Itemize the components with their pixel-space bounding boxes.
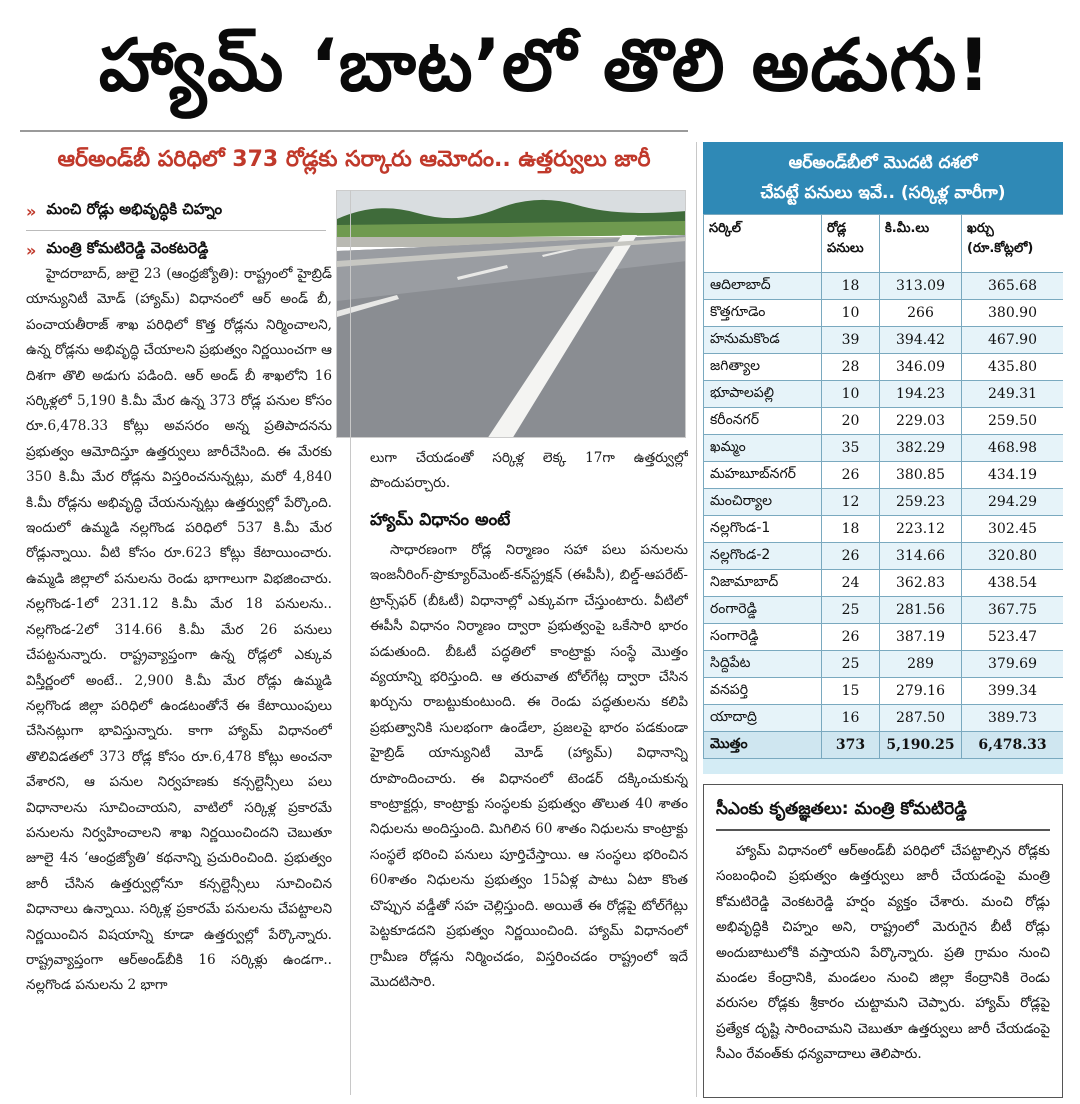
value-cell: 259.50 [962, 408, 1064, 435]
article-paragraph: సాధారణంగా రోడ్ల నిర్మాణం సహా పలు పనులను ఇంజనీరింగ్-ప్రొక్యూర్‌మెంట్-కన్‌స్ట్రక్షన్ (ఈపీసీ), బిల్డ్-ఆపరేట్-ట్రాన్స్‌ఫర్ (బీఓటీ) విధానాల్లో ఎక్కువగా చేస్తుంటారు. వీటిలో ఈపీసీ విధానం నిర్మాణం ద్వారా ప్రభుత్వంపై ఒకేసారి భారం పడుతుంది. బీఓటీ పద్ధతిలో కాంట్రాక్టు సంస్థే మొత్తం వ్యయాన్ని భరిస్తుంది. ఆ తరువాత టోల్‌గేట్ల ద్వారా చేసిన ఖర్చును రాబట్టుకుంటుంది. ఈ రెండు పద్ధతులను కలిపి ప్రభుత్వానికి సులభంగా ఉండేలా, ప్రజలపై భారం పడకుండా హైబ్రిడ్ యాన్యునిటీ మోడ్ (హ్యామ్) విధానాన్ని రూపొందించారు. ఈ విధానంలో టెండర్ దక్కించుకున్న కాంట్రాక్టర్లు, కాంట్రాక్టు సంస్థలకు ప్రభుత్వం తొలుత 40 శాతం నిధులను అందిస్తుంది. మిగిలిన 60 శాతం నిధులను కాంట్రాక్టు సంస్థలే భరించి పనులు పూర్తిచేస్తాయి. ఆ సంస్థలు భరించిన 60శాతం నిధులను ప్రభుత్వం 15ఏళ్ల పాటు ఏటా కొంత చొప్పున వడ్డీతో సహ చెల్లిస్తుంది. అయితే ఈ రోడ్లపై టోల్‌గేట్లు పెట్టకూడదని ప్రభుత్వం నిర్ణయించింది. హ్యామ్ విధానంలో గ్రామీణ రోడ్లను నిర్మించడం, విస్తరించడం రాష్ట్రంలో ఇదే మొదటిసారి. [370, 542, 688, 990]
value-cell: 314.66 [880, 543, 962, 570]
quote-box-body [716, 839, 1050, 1089]
value-cell: 18 [822, 273, 880, 300]
circle-name-cell: భూపాలపల్లి [704, 381, 822, 408]
bullet-text: మంత్రి కోమటిరెడ్డి వెంకటరెడ్డి [46, 239, 209, 257]
value-cell: 249.31 [962, 381, 1064, 408]
value-cell: 387.19 [880, 624, 962, 651]
column-header: కి.మీ.లు [880, 215, 962, 273]
value-cell: 399.34 [962, 678, 1064, 705]
circle-name-cell: నిజామాబాద్ [704, 570, 822, 597]
value-cell: 28 [822, 354, 880, 381]
table-row [704, 597, 1064, 624]
value-cell: 25 [822, 597, 880, 624]
circle-table [703, 214, 1063, 759]
quote-box-title: సీఎంకు కృతజ్ఞతలు: మంత్రి కోమటిరెడ్డి [716, 795, 1050, 831]
headline-rule [20, 130, 688, 132]
table-row [704, 705, 1064, 732]
headline: హ్యామ్ ‘బాట’లో తొలి అడుగు! [98, 23, 992, 107]
value-cell: 10 [822, 300, 880, 327]
value-cell: 468.98 [962, 435, 1064, 462]
table-row [704, 678, 1064, 705]
total-value-cell: 5,190.25 [880, 732, 962, 759]
table-title-line: ఆర్‌అండ్‌బీలో మొదటి దశలో [788, 153, 978, 173]
value-cell: 26 [822, 543, 880, 570]
circle-name-cell: సిద్దిపేట [704, 651, 822, 678]
value-cell: 12 [822, 489, 880, 516]
bullet-item [26, 235, 326, 265]
value-cell: 266 [880, 300, 962, 327]
circle-name-cell: జగిత్యాల [704, 354, 822, 381]
value-cell: 289 [880, 651, 962, 678]
double-chevron-icon: » [26, 240, 37, 260]
double-chevron-icon: » [26, 201, 37, 221]
table-row [704, 381, 1064, 408]
column-header: సర్కిల్ [704, 215, 822, 273]
value-cell: 281.56 [880, 597, 962, 624]
value-cell: 294.29 [962, 489, 1064, 516]
road-illustration [337, 191, 686, 438]
value-cell: 35 [822, 435, 880, 462]
table-row [704, 354, 1064, 381]
table-row [704, 624, 1064, 651]
table-row [704, 435, 1064, 462]
article-continuation [370, 446, 688, 502]
circle-name-cell: నల్లగొండ-1 [704, 516, 822, 543]
total-value-cell: 373 [822, 732, 880, 759]
circle-name-cell: నల్లగొండ-2 [704, 543, 822, 570]
table-row [704, 489, 1064, 516]
value-cell: 367.75 [962, 597, 1064, 624]
table-row [704, 408, 1064, 435]
circle-name-cell: ఖమ్మం [704, 435, 822, 462]
table-total-row [704, 732, 1064, 759]
table-row [704, 570, 1064, 597]
value-cell: 26 [822, 624, 880, 651]
circle-table-box [703, 142, 1063, 774]
value-cell: 389.73 [962, 705, 1064, 732]
value-cell: 18 [822, 516, 880, 543]
table-row [704, 543, 1064, 570]
value-cell: 365.68 [962, 273, 1064, 300]
article-body-middle [370, 538, 688, 1098]
circle-name-cell: హనుమకొండ [704, 327, 822, 354]
quote-paragraph: హ్యామ్ విధానంలో ఆర్‌అండ్‌బీ పరిధిలో చేపట్టాల్సిన రోడ్లకు సంబంధించి ప్రభుత్వం ఉత్తర్వులు జారీ చేయడంపై మంత్రి కోమటిరెడ్డి వెంకటరెడ్డి హర్షం వ్యక్తం చేశారు. మంచి రోడ్లు అభివృద్ధికి చిహ్నం అని, రాష్ట్రంలో మెరుగైన బీటీ రోడ్లు అందుబాటులోకి వస్తాయని పేర్కొన్నారు. ప్రతి గ్రామం నుంచి మండల కేంద్రానికి, మండలం నుంచి జిల్లా కేంద్రానికి రెండు వరుసల రోడ్లకు శ్రీకారం చుట్టామని చెప్పారు. హ్యామ్ రోడ్లపై ప్రత్యేక దృష్టి సారించామని చెబుతూ ఉత్తర్వులు జారీ చేయడంపై సీఎం రేవంత్‌కు ధన్యవాదాలు తెలిపారు. [716, 843, 1050, 1063]
value-cell: 302.45 [962, 516, 1064, 543]
value-cell: 346.09 [880, 354, 962, 381]
section-heading: హ్యామ్ విధానం అంటే [370, 510, 511, 530]
value-cell: 25 [822, 651, 880, 678]
value-cell: 434.19 [962, 462, 1064, 489]
table-title [703, 142, 1063, 214]
subheadline: ఆర్‌అండ్‌బీ పరిధిలో 373 రోడ్లకు సర్కారు ఆమోదం.. ఉత్తర్వులు జారీ [57, 147, 651, 172]
value-cell: 467.90 [962, 327, 1064, 354]
column-header: ఖర్చు (రూ.కోట్లలో) [962, 215, 1064, 273]
value-cell: 382.29 [880, 435, 962, 462]
table-row [704, 462, 1064, 489]
value-cell: 380.85 [880, 462, 962, 489]
table-row [704, 327, 1064, 354]
value-cell: 435.80 [962, 354, 1064, 381]
article-paragraph: హైదరాబాద్, జులై 23 (ఆంధ్రజ్యోతి): రాష్ట్రంలో హైబ్రిడ్ యాన్యునిటీ మోడ్ (హ్యామ్) విధానంలో ఆర్ అండ్ బీ, పంచాయతీరాజ్ శాఖ పరిధిలో కొత్త రోడ్లను నిర్మించాలని, ఉన్న రోడ్లను అభివృద్ధి చేయాలని ప్రభుత్వం నిర్ణయించగా ఆ దిశగా తొలి అడుగు పడింది. ఆర్ అండ్ బీ శాఖలోని 16 సర్కిళ్లలో 5,190 కి.మీ మేర ఉన్న 373 రోడ్ల పనుల కోసం రూ.6,478.33 కోట్లు అవసరం అన్న ప్రతిపాదనను ప్రభుత్వం ఆమోదిస్తూ ఉత్తర్వులు జారీచేసింది. ఈ మేరకు 350 కి.మీ మేర రోడ్లను విస్తరించనున్నట్లు, మరో 4,840 కి.మీ రోడ్లను అభివృద్ధి చేయనున్నట్లు ఉత్తర్వుల్లో పేర్కొంది. ఇందులో ఉమ్మడి నల్లగొండ పరిధిలో 537 కి.మీ మేర రోడ్లున్నాయి. వీటి కోసం రూ.623 కోట్లు కేటాయించారు. ఉమ్మడి జిల్లాలో పనులను రెండు భాగాలుగా విభజించారు. నల్లగొండ-1లో 231.12 కి.మీ మేర 18 పనులను.. నల్లగొండ-2లో 314.66 కి.మీ మేర 26 పనులు చేపట్టనున్నారు. రాష్ట్రవ్యాప్తంగా ఉన్న రోడ్లలో ఎక్కువ విస్తీర్ణంలో అంటే.. 2,900 కి.మీ మేర రోడ్లు ఉమ్మడి నల్లగొండ జిల్లా పరిధిలో ఉండటంతోనే ఈ కేటాయింపులు చేసినట్లుగా భావిస్తున్నారు. కాగా హ్యామ్ విధానంలో తొలివిడతలో 373 రోడ్ల కోసం రూ.6,478 కోట్లు అంచనా వేశారని, ఆ పనుల నిర్వహణకు కన్సల్టెన్సీలు పలు విధానాలను సూచించాయని, వాటిలో సర్కిళ్ల ప్రకారమే పనులను నిర్వహించాలని శాఖ నిర్ణయించిందని చెబుతూ జూలై 4న ‘ఆంధ్రజ్యోతి’ కథనాన్ని ప్రచురించింది. ప్రభుత్వం జారీ చేసిన ఉత్తర్వుల్లోనూ కన్సల్టెన్సీలు సూచించిన విధానాలు ఉన్నాయి. సర్కిళ్ల ప్రకారమే పనులను చేపట్టాలని నిర్ణయించిన విషయాన్ని కూడా ఉత్తర్వుల్లో పేర్కొన్నారు. రాష్ట్రవ్యాప్తంగా ఆర్‌అండ్‌బీకి 16 సర్కిళ్లు ఉండగా.. నల్లగొండ పనులను 2 భాగా [26, 266, 332, 994]
road-photo [336, 190, 686, 438]
value-cell: 229.03 [880, 408, 962, 435]
value-cell: 394.42 [880, 327, 962, 354]
circle-name-cell: కొత్తగూడెం [704, 300, 822, 327]
circle-name-cell: మంచిర్యాల [704, 489, 822, 516]
table-title-line: చేపట్టే పనులు ఇవే.. (సర్కిళ్ల వారీగా) [760, 183, 1006, 203]
table-row [704, 300, 1064, 327]
table-header-row [704, 215, 1064, 273]
value-cell: 320.80 [962, 543, 1064, 570]
bullet-item [26, 196, 326, 226]
value-cell: 223.12 [880, 516, 962, 543]
circle-name-cell: సంగారెడ్డి [704, 624, 822, 651]
value-cell: 287.50 [880, 705, 962, 732]
column-divider [350, 190, 351, 1095]
bullet-divider [26, 230, 326, 231]
value-cell: 16 [822, 705, 880, 732]
circle-name-cell: రంగారెడ్డి [704, 597, 822, 624]
value-cell: 379.69 [962, 651, 1064, 678]
circle-name-cell: మహబూబ్‌నగర్ [704, 462, 822, 489]
total-label-cell: మొత్తం [704, 732, 822, 759]
bullet-points [26, 196, 326, 269]
value-cell: 523.47 [962, 624, 1064, 651]
value-cell: 24 [822, 570, 880, 597]
value-cell: 279.16 [880, 678, 962, 705]
value-cell: 20 [822, 408, 880, 435]
column-header: రోడ్ల పనులు [822, 215, 880, 273]
article-body-left [26, 262, 332, 1102]
value-cell: 26 [822, 462, 880, 489]
value-cell: 438.54 [962, 570, 1064, 597]
circle-name-cell: వనపర్తి [704, 678, 822, 705]
value-cell: 362.83 [880, 570, 962, 597]
value-cell: 313.09 [880, 273, 962, 300]
circle-name-cell: యాదాద్రి [704, 705, 822, 732]
value-cell: 10 [822, 381, 880, 408]
bullet-text: మంచి రోడ్లు అభివృద్ధికి చిహ్నం [46, 200, 223, 218]
table-row [704, 273, 1064, 300]
column-divider [696, 142, 697, 1097]
value-cell: 15 [822, 678, 880, 705]
minister-quote-box [703, 784, 1063, 1098]
total-value-cell: 6,478.33 [962, 732, 1064, 759]
circle-name-cell: ఆదిలాబాద్ [704, 273, 822, 300]
article-paragraph: లుగా చేయడంతో సర్కిళ్ల లెక్క 17గా ఉత్తర్వుల్లో పొందుపర్చారు. [370, 450, 688, 492]
circle-name-cell: కరీంనగర్ [704, 408, 822, 435]
value-cell: 39 [822, 327, 880, 354]
table-row [704, 651, 1064, 678]
table-body [704, 273, 1064, 759]
table-row [704, 516, 1064, 543]
value-cell: 259.23 [880, 489, 962, 516]
value-cell: 194.23 [880, 381, 962, 408]
value-cell: 380.90 [962, 300, 1064, 327]
